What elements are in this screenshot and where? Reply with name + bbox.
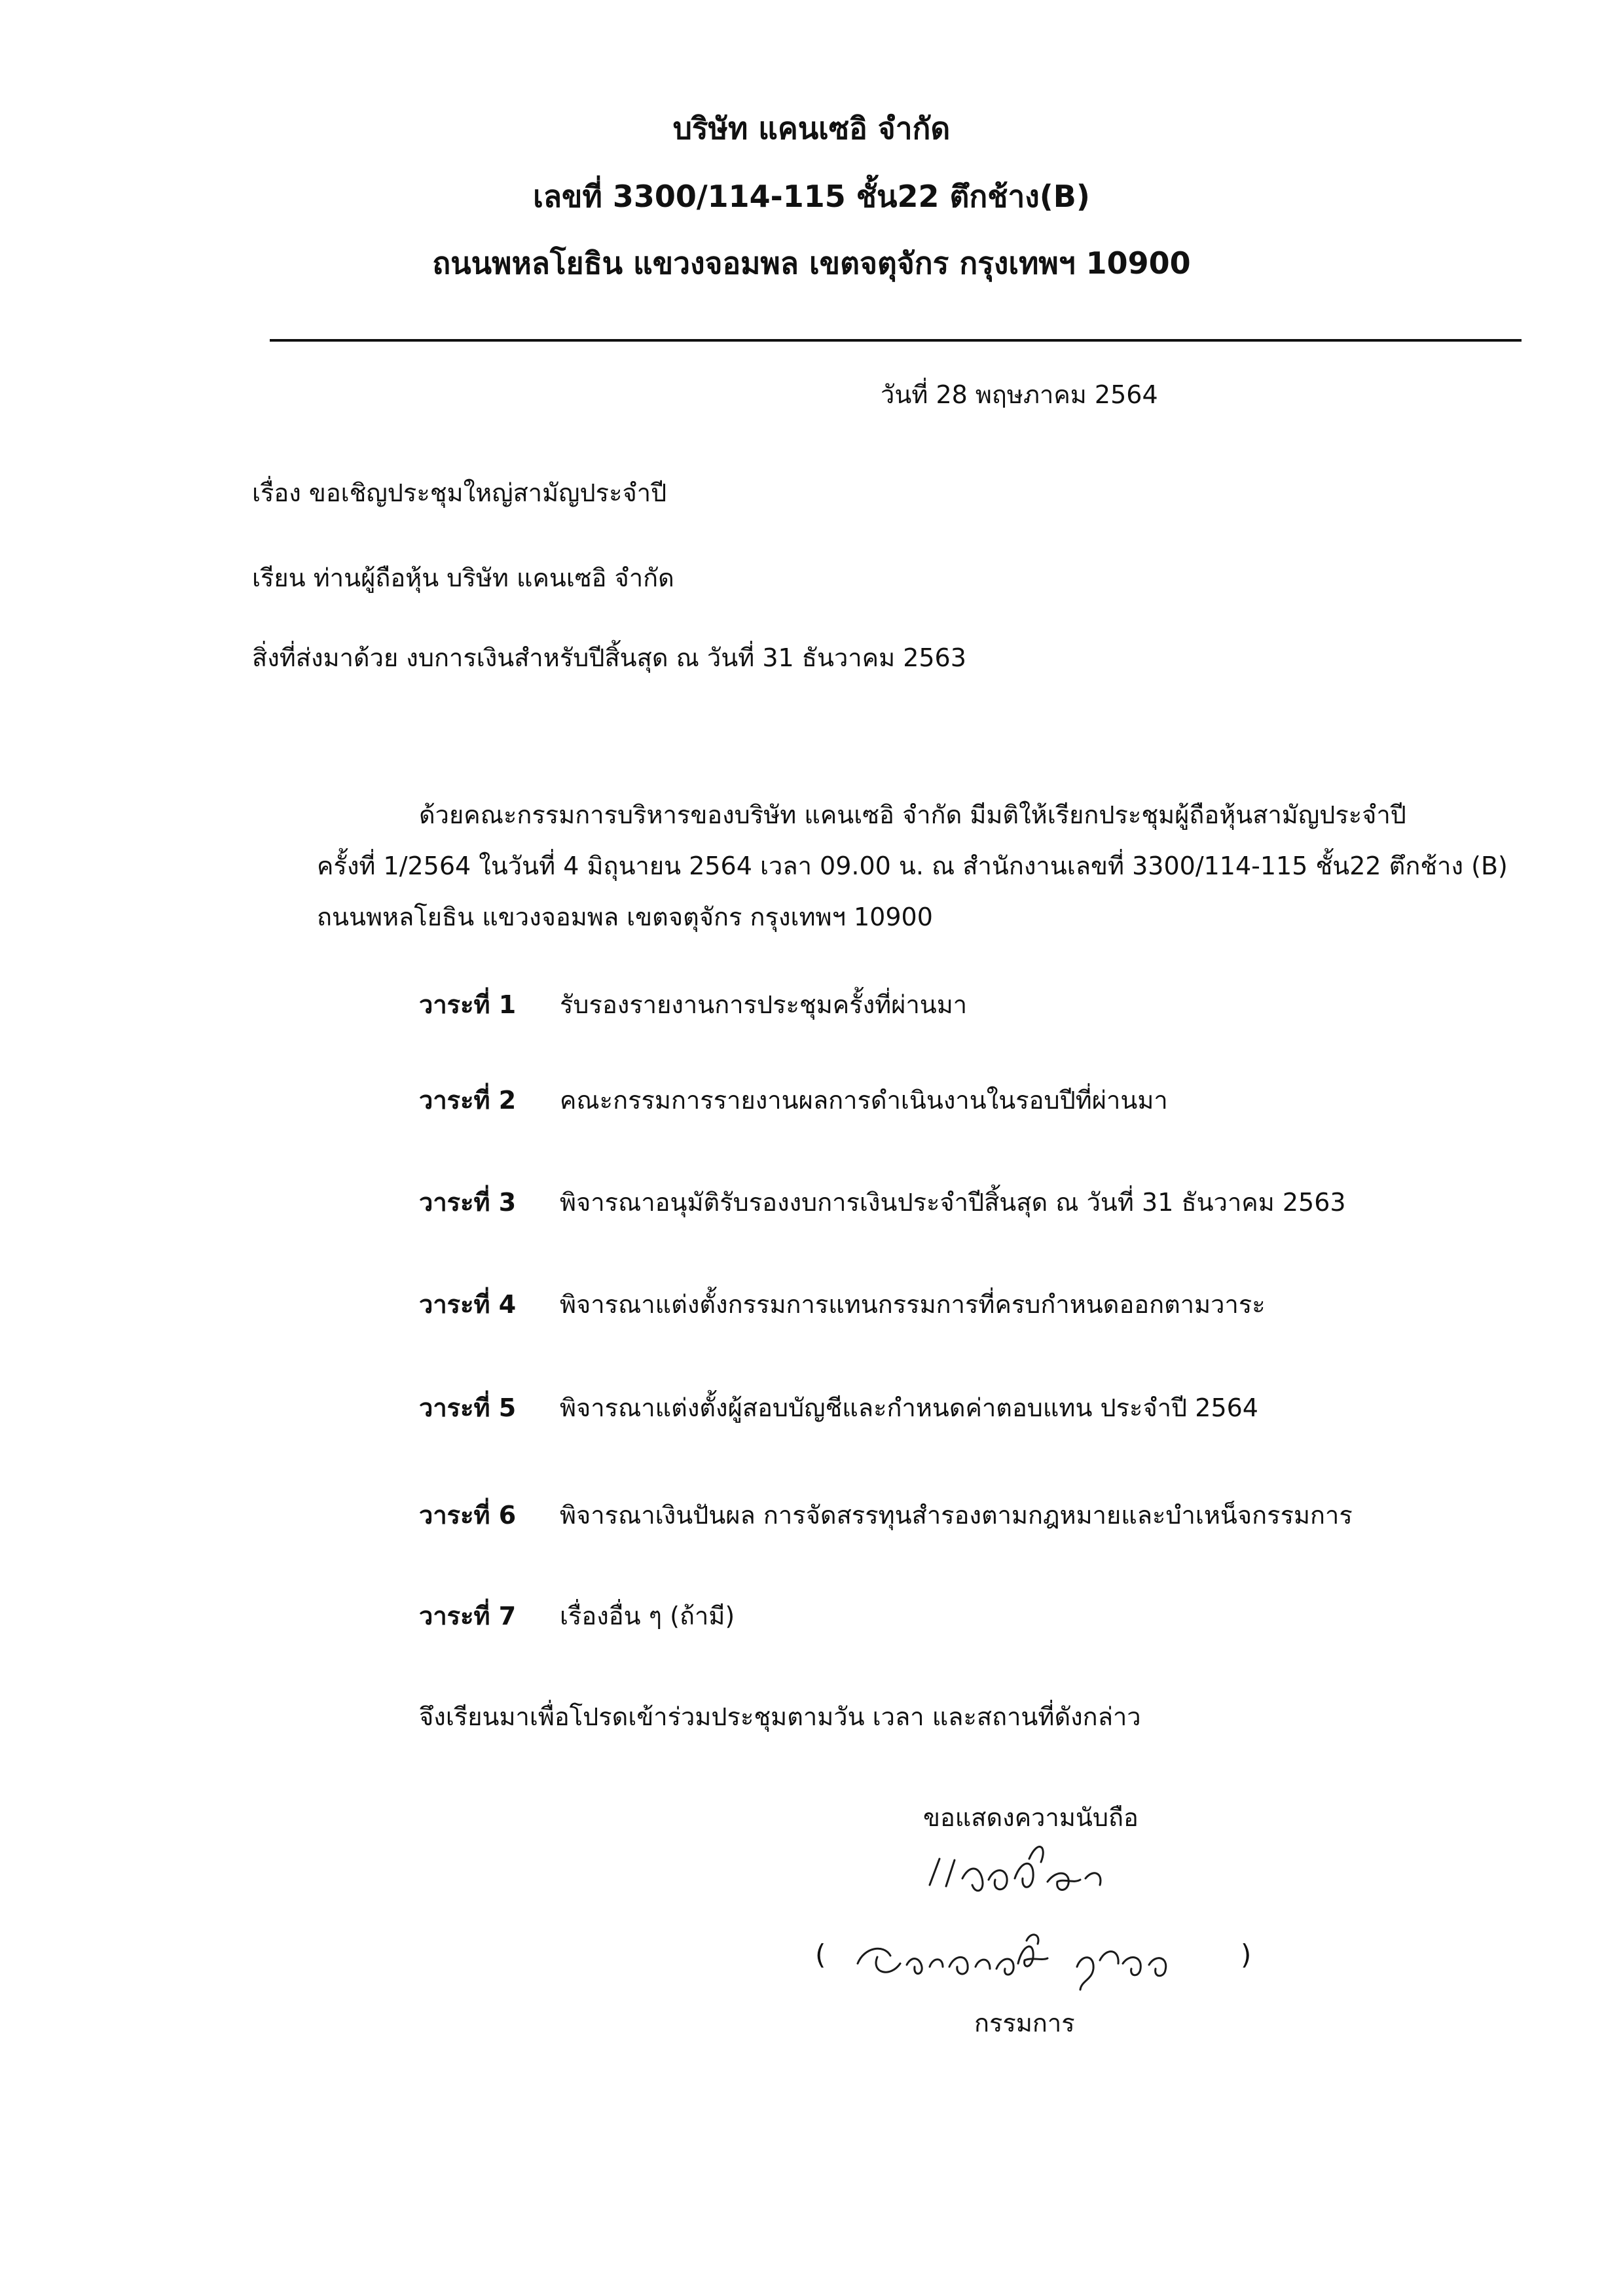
sign-off: ขอแสดงความนับถือ (923, 1803, 1139, 1832)
agenda-item-4-label: วาระที่ 4 (419, 1290, 517, 1319)
agenda-item-2-text: คณะกรรมการรายงานผลการดำเนินงานในรอบปีที่ผ่านมา (560, 1086, 1168, 1115)
agenda-item-3-text: พิจารณาอนุมัติรับรองงบการเงินประจำปีสิ้นสุด ณ วันที่ 31 ธันวาคม 2563 (560, 1188, 1346, 1217)
agenda-item-7-text: เรื่องอื่น ๆ (ถ้ามี) (560, 1602, 735, 1630)
agenda-item-5-text: พิจารณาแต่งตั้งผู้สอบบัญชีและกำหนดค่าตอบแทน ประจำปี 2564 (560, 1393, 1258, 1422)
agenda-item-5-label: วาระที่ 5 (419, 1393, 517, 1422)
agenda-item-4-text: พิจารณาแต่งตั้งกรรมการแทนกรรมการที่ครบกำหนดออกตามวาระ (560, 1290, 1266, 1319)
agenda-item-6-text: พิจารณาเงินปันผล การจัดสรรทุนสำรองตามกฎหมายและบำเหน็จกรรมการ (560, 1501, 1353, 1530)
header-divider (270, 339, 1522, 342)
company-address-line1: เลขที่ 3300/114-115 ชั้น22 ตึกช้าง(B) (533, 179, 1090, 214)
agenda-item-1-text: รับรองรายงานการประชุมครั้งที่ผ่านมา (560, 990, 968, 1019)
agenda-item-6-label: วาระที่ 6 (419, 1501, 517, 1530)
signer-title: กรรมการ (974, 2009, 1075, 2037)
signer-name-handwritten (851, 1918, 1218, 1996)
body-line-3: ถนนพหลโยธิน แขวงจอมพล เขตจตุจักร กรุงเทพฯ 10900 (317, 903, 933, 931)
closing-sentence: จึงเรียนมาเพื่อโปรดเข้าร่วมประชุมตามวัน เวลา และสถานที่ดังกล่าว (419, 1702, 1141, 1731)
agenda-item-3-label: วาระที่ 3 (419, 1188, 517, 1217)
agenda-item-7-label: วาระที่ 7 (419, 1602, 517, 1630)
body-line-1: ด้วยคณะกรรมการบริหารของบริษัท แคนเซอิ จำกัด มีมติให้เรียกประชุมผู้ถือหุ้นสามัญประจำปี (419, 800, 1406, 829)
letter-enclosure: สิ่งที่ส่งมาด้วย งบการเงินสำหรับปีสิ้นสุด ณ วันที่ 31 ธันวาคม 2563 (252, 643, 966, 672)
signature-open-paren: ( (815, 1939, 826, 1971)
letter-subject: เรื่อง ขอเชิญประชุมใหญ่สามัญประจำปี (252, 478, 667, 507)
letter-recipient: เรียน ท่านผู้ถือหุ้น บริษัท แคนเซอิ จำกัด (252, 564, 674, 592)
company-address-line2: ถนนพหลโยธิน แขวงจอมพล เขตจตุจักร กรุงเทพฯ 10900 (432, 245, 1191, 281)
body-line-2: ครั้งที่ 1/2564 ในวันที่ 4 มิถุนายน 2564 เวลา 09.00 น. ณ สำนักงานเลขที่ 3300/114-115 ชั้น22 ตึกช้าง (B) (317, 852, 1508, 880)
agenda-item-1-label: วาระที่ 1 (419, 990, 517, 1019)
company-name: บริษัท แคนเซอิ จำกัด (672, 111, 951, 146)
handwritten-signature (917, 1833, 1165, 1911)
agenda-item-2-label: วาระที่ 2 (419, 1086, 517, 1115)
letter-date: วันที่ 28 พฤษภาคม 2564 (881, 380, 1158, 409)
signature-close-paren: ) (1241, 1939, 1252, 1971)
